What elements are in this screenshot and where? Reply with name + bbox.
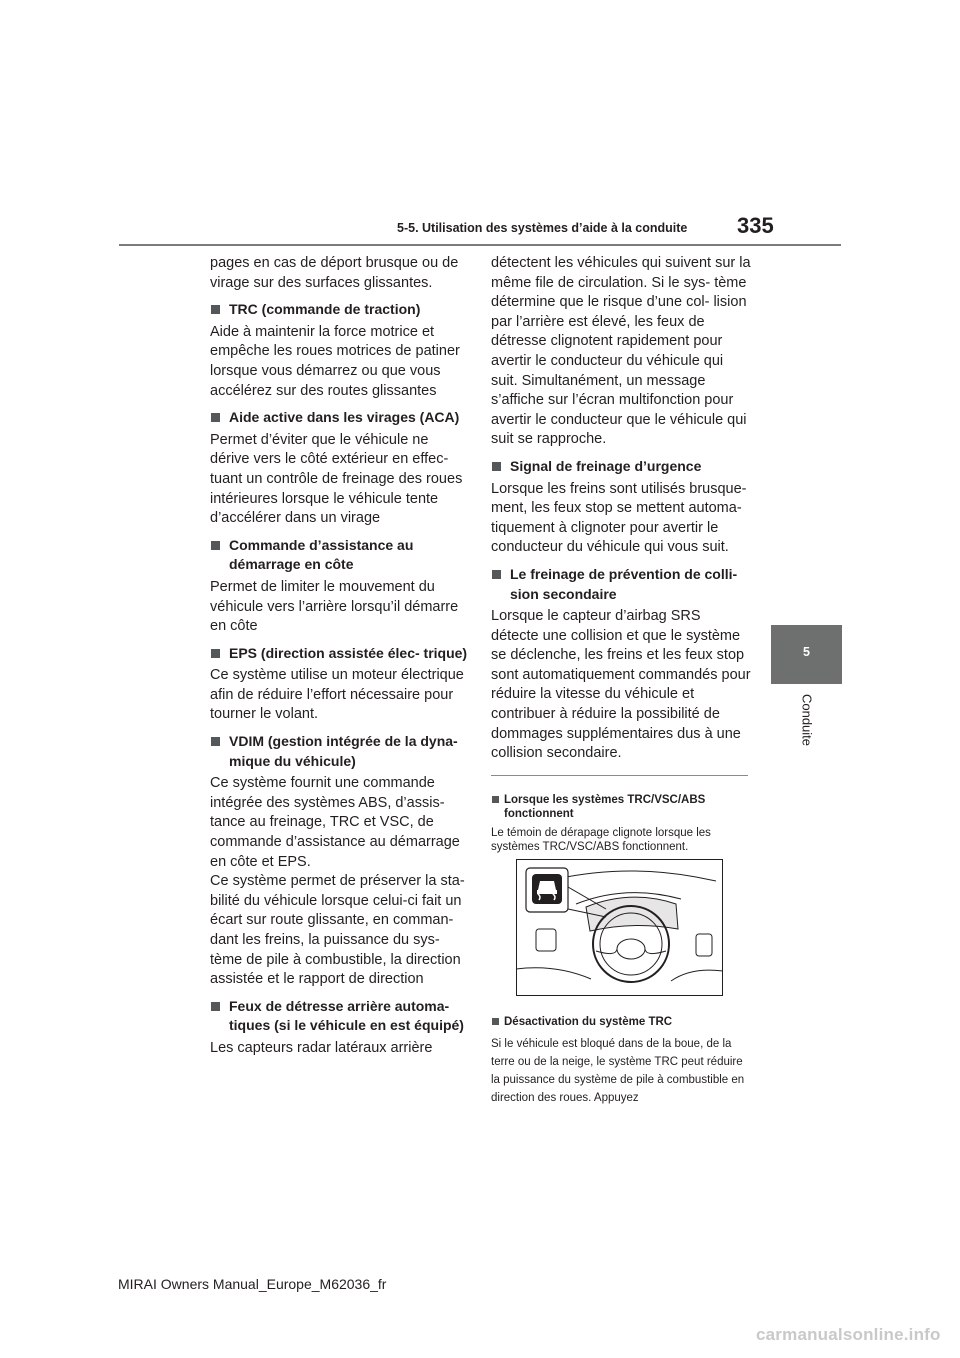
paragraph: Lorsque les freins sont utilisés brusque- ment, les feux stop se mettent automa- tiquement à clignoter pour avertir le conducteur du véhicule qui vous suit. <box>491 480 747 556</box>
paragraph: Lorsque le capteur d’airbag SRS détecte une collision et que le système se déclenche, les freins et les feux stop sont automatiquement commandés pour réduire la vitesse du véhicule et contribuer à réduire la possibilité de dommages supplémentaires dus à une collision secondaire. <box>491 608 751 762</box>
square-bullet-icon <box>492 796 499 803</box>
section-heading: Commande d’assistance au démarrage en côte <box>210 536 468 575</box>
square-bullet-icon <box>211 413 220 422</box>
section-heading: Le freinage de prévention de colli- sion secondaire <box>491 565 751 604</box>
chapter-label: Conduite <box>799 693 815 747</box>
watermark: carmanualsonline.info <box>756 1325 941 1344</box>
page-number: 335 <box>737 213 774 238</box>
section-header: 5-5. Utilisation des systèmes d’aide à la conduite <box>397 221 688 235</box>
paragraph: pages en cas de déport brusque ou de virage sur des surfaces glissantes. <box>210 255 459 291</box>
paragraph: détectent les véhicules qui suivent sur la même file de circulation. Si le sys- tème détermine que le risque d’une col- lision par l’arrière est élevé, les feux de détresse clignotent rapidement pour avertir le conducteur du véhicule qui suit. Simultanément, un message s’affiche sur l’écran multifonction pour avertir le conducteur que le véhicule qui suit se rapproche. <box>491 255 751 448</box>
dashboard-illustration <box>516 859 723 996</box>
paragraph: Aide à maintenir la force motrice et empêche les roues motrices de patiner lorsque vous démarrez ou que vous accélérez sur des routes glissantes <box>210 323 460 399</box>
note-heading: Lorsque les systèmes TRC/VSC/ABS fonctionnent <box>491 793 751 821</box>
note-text: Le témoin de dérapage clignote lorsque les systèmes TRC/VSC/ABS fonctionnent. <box>491 826 711 853</box>
header-divider <box>119 244 841 246</box>
paragraph: Permet de limiter le mouvement du véhicule vers l’arrière lorsqu’il démarre en côte <box>210 578 459 635</box>
paragraph: Ce système utilise un moteur électrique afin de réduire l’effort nécessaire pour tourner le volant. <box>210 667 464 723</box>
square-bullet-icon <box>211 649 220 658</box>
paragraph: Permet d’éviter que le véhicule ne dérive vers le côté extérieur en effec- tuant un contrôle de freinage des roues intérieures lorsque le véhicule tente d’accélérer dans un virage <box>210 431 463 527</box>
section-heading: Signal de freinage d’urgence <box>491 457 751 477</box>
footer-text: MIRAI Owners Manual_Europe_M62036_fr <box>118 1276 387 1292</box>
square-bullet-icon <box>211 305 220 314</box>
section-heading: Feux de détresse arrière automa- tiques (si le véhicule en est équipé) <box>210 997 468 1036</box>
square-bullet-icon <box>492 570 501 579</box>
section-heading: VDIM (gestion intégrée de la dyna- mique du véhicule) <box>210 732 468 771</box>
note-text: Si le véhicule est bloqué dans de la boue, de la terre ou de la neige, le système TRC peut réduire la puissance du système de pile à combustible en direction des roues. Appuyez <box>491 1037 745 1104</box>
paragraph: Ce système permet de préserver la sta- bilité du véhicule lorsque celui-ci fait un écart sur route glissante, en comman- dant les freins, la puissance du sys- tème de pile à combustible, la direction assistée et le rapport de direction <box>210 873 465 988</box>
square-bullet-icon <box>492 462 501 471</box>
note-heading: Désactivation du système TRC <box>491 1015 751 1029</box>
square-bullet-icon <box>211 737 220 746</box>
square-bullet-icon <box>211 541 220 550</box>
square-bullet-icon <box>211 1002 220 1011</box>
chapter-number: 5 <box>803 645 810 659</box>
left-column <box>210 254 468 1066</box>
paragraph: Ce système fournit une commande intégrée des systèmes ABS, d’assis- tance au freinage, TRC et VSC, de commande d’assistance au démarrage en côte et EPS. <box>210 775 460 870</box>
section-heading: TRC (commande de traction) <box>210 300 468 320</box>
section-heading: Aide active dans les virages (ACA) <box>210 408 468 428</box>
section-heading: EPS (direction assistée élec- trique) <box>210 644 468 664</box>
chapter-label-container <box>799 690 815 750</box>
paragraph: Les capteurs radar latéraux arrière <box>210 1039 433 1056</box>
notes-divider <box>491 775 748 776</box>
square-bullet-icon <box>492 1018 499 1025</box>
